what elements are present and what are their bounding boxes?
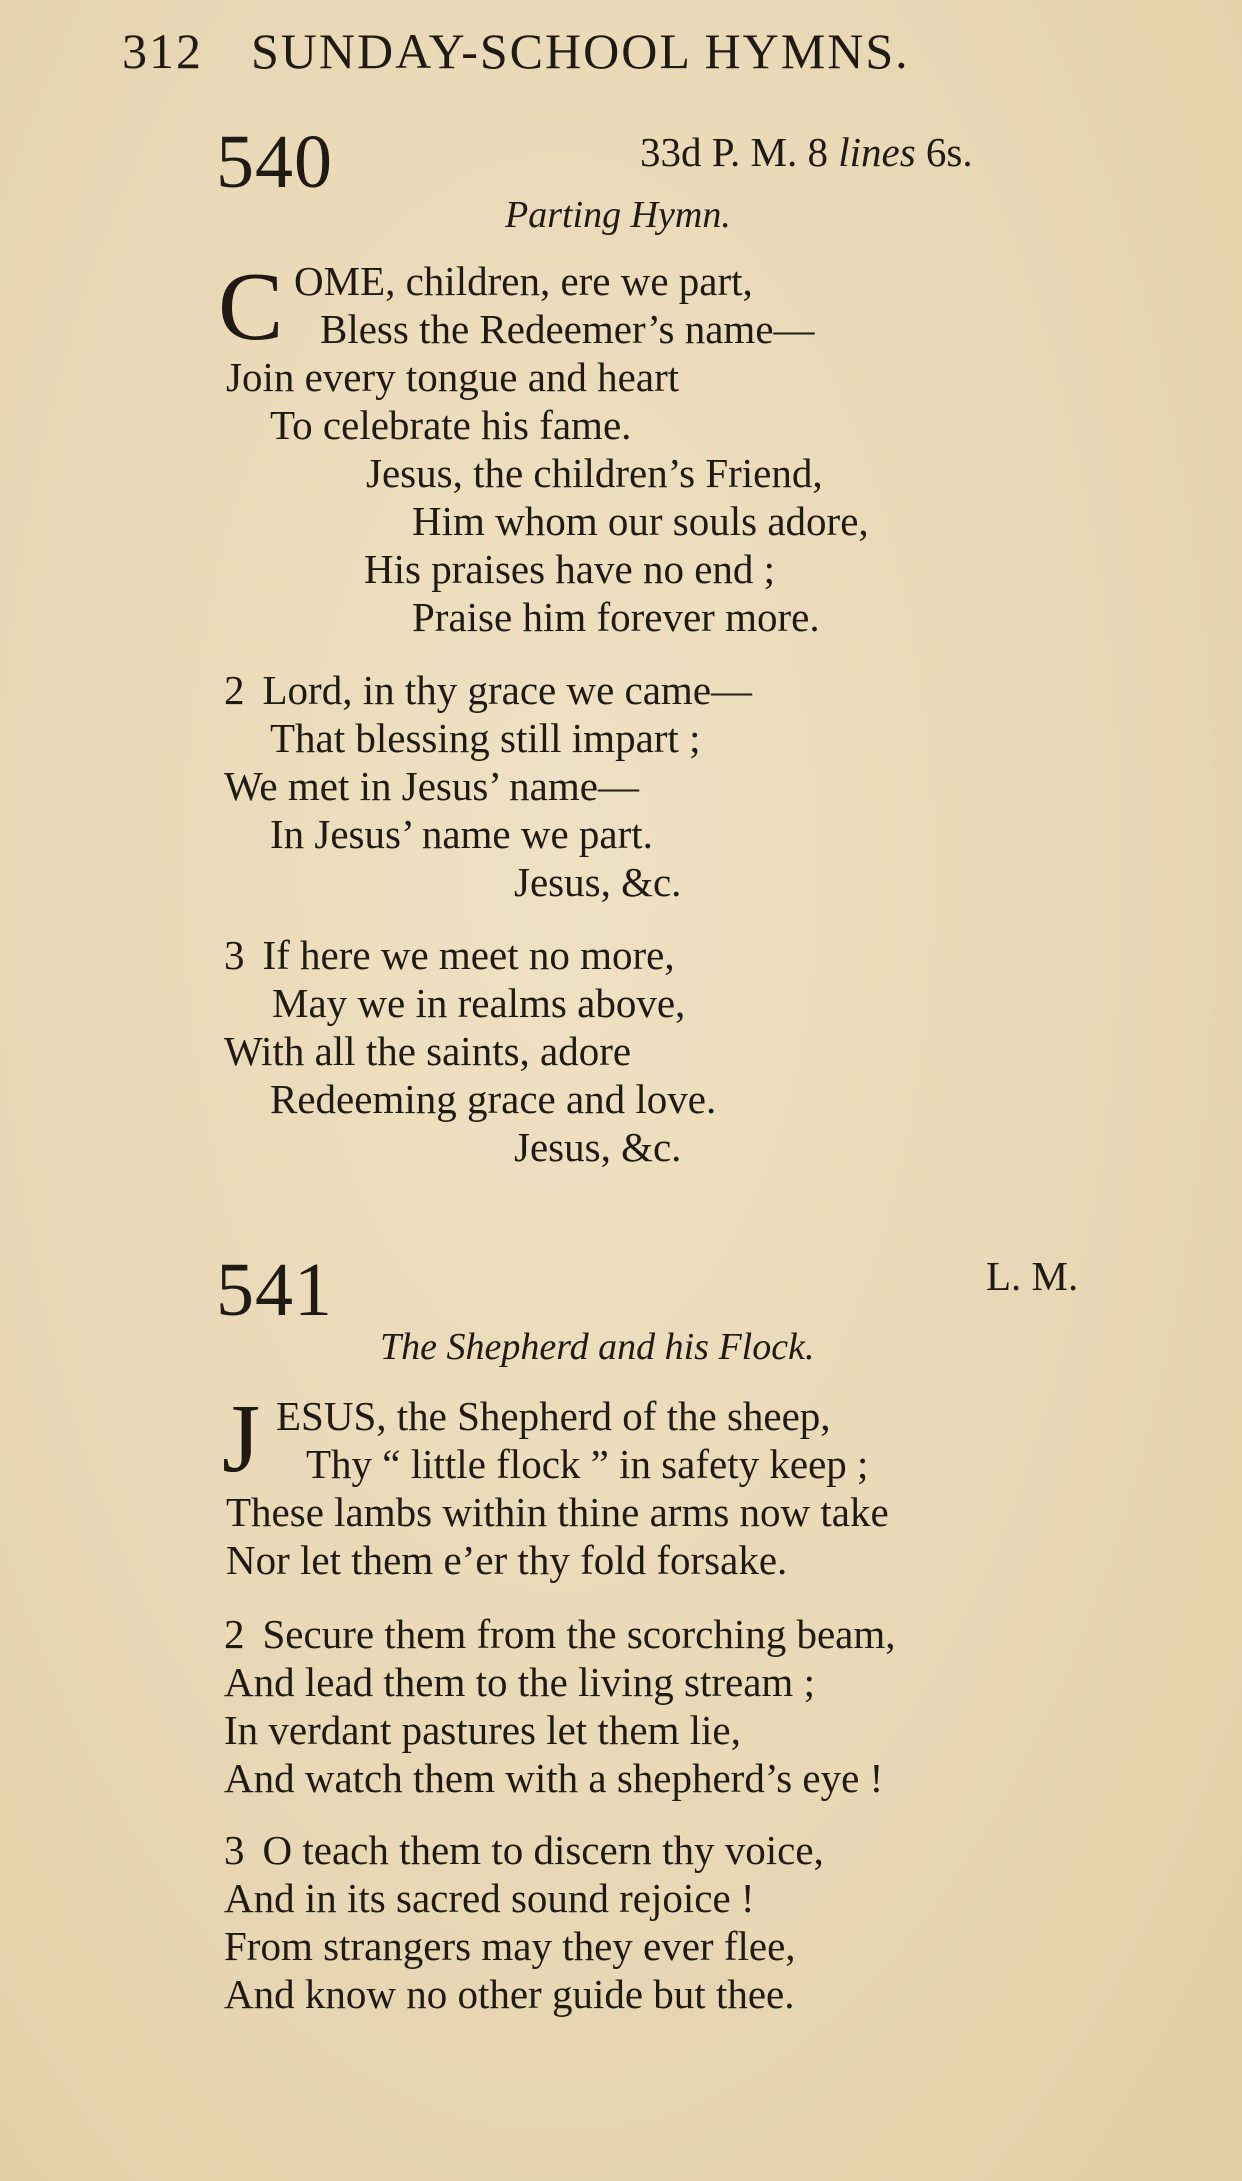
drop-cap: J [222,1385,261,1493]
hymn-line: And know no other guide but thee. [224,1971,795,2017]
hymn-number: 541 [216,1248,333,1332]
stanza-number: 3 [224,932,245,978]
hymn-line: Praise him forever more. [412,594,820,640]
hymn-line: Join every tongue and heart [226,354,680,400]
hymn-line: 2 Lord, in thy grace we came— [224,667,753,713]
hymn-line: Nor let them e’er thy fold forsake. [226,1537,788,1583]
hymn-line: 3 O teach them to discern thy voice, [224,1827,824,1873]
hymn-line: Jesus, &c. [514,859,682,905]
hymn-line: Redeeming grace and love. [270,1076,717,1122]
hymn-title: Parting Hymn. [505,194,731,236]
hymn-line: Thy “ little flock ” in safety keep ; [306,1441,869,1487]
stanza-number: 3 [224,1827,245,1873]
hymn-line: That blessing still impart ; [270,715,701,761]
hymn-line: Jesus, &c. [514,1124,682,1170]
hymn-meter: L. M. [986,1253,1079,1299]
hymn-line: OME, children, ere we part, [294,258,753,304]
hymn-line: May we in realms above, [272,980,686,1026]
hymn-title: The Shepherd and his Flock. [380,1326,815,1368]
hymn-line: Jesus, the children’s Friend, [366,450,823,496]
hymn-line: And in its sacred sound rejoice ! [224,1875,755,1921]
hymn-line: Him whom our souls adore, [412,498,869,544]
hymn-line: His praises have no end ; [364,546,776,592]
hymn-line: And lead them to the living stream ; [224,1659,815,1705]
stanza-number: 2 [224,1611,245,1657]
hymn-line: We met in Jesus’ name— [224,763,639,809]
hymn-line: From strangers may they ever flee, [224,1923,796,1969]
hymn-line: ESUS, the Shepherd of the sheep, [276,1393,831,1439]
hymn-line: In Jesus’ name we part. [270,811,653,857]
hymn-line: In verdant pastures let them lie, [224,1707,741,1753]
running-title: SUNDAY-SCHOOL HYMNS. [251,23,910,79]
stanza-number: 2 [224,667,245,713]
hymn-number: 540 [216,120,333,204]
hymn-line: 2 Secure them from the scorching beam, [224,1611,896,1657]
hymn-line: And watch them with a shepherd’s eye ! [224,1755,884,1801]
hymn-line: These lambs within thine arms now take [226,1489,889,1535]
hymn-line: To celebrate his fame. [270,402,632,448]
hymn-meter: 33d P. M. 8 lines 6s. [640,129,973,175]
hymn-line: With all the saints, adore [224,1028,632,1074]
page-number: 312 [122,23,203,79]
running-header [122,22,910,80]
drop-cap: C [218,253,284,361]
hymn-line: 3 If here we meet no more, [224,932,675,978]
hymn-line: Bless the Redeemer’s name— [320,306,815,352]
